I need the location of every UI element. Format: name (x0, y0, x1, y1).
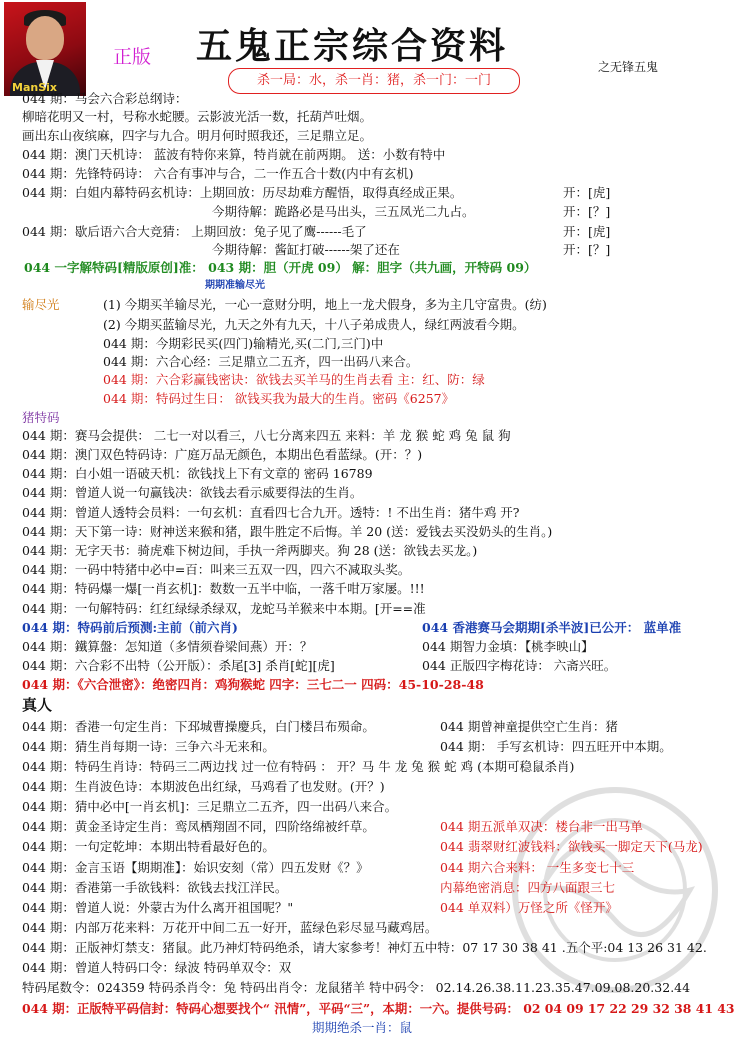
text-line: 044 期：金言玉语【期期准】：始识安刻（常）四五发财《？》 (22, 860, 369, 875)
text-line: 开：[？] (563, 242, 611, 257)
text-line: 044 期：鐵算盤：怎知道（多情须眷梁间燕）开：？ (22, 639, 313, 654)
text-line: 画出东山夜缤麻，四字与九合。明月何时照我还，三足鼎立足。 (22, 128, 373, 143)
text-line: 044 期：特码生肖诗：特码三二两边找 过一位有特码 ： 开？马 牛 龙 兔 猴 蛇 鸡 (本期可稳鼠杀肖) (22, 759, 575, 774)
text-line: 044 期：天下第一诗：财神送来猴和猪，跟牛胜定不后悔。羊 20 (送：爱钱去买没奶头的生肖。) (22, 524, 553, 539)
text-line: 044 期：猜生肖每期一诗：三争六斗无来和。 (22, 739, 275, 754)
avatar (4, 2, 86, 96)
text-line: 044 期：生肖波色诗：本期波色出红绿，马鸡看了也发财。(开？) (22, 779, 385, 794)
page-title: 五鬼正宗综合资料 (196, 25, 509, 67)
text-line: 044 期：猜中必中[一肖玄机]：三足鼎立二五齐，四一出码八来合。 (22, 799, 398, 814)
text-line: 044 期：澳门天机诗： 蓝波有特你来算，特肖就在前两期。 送：小数有特中 (22, 147, 446, 162)
text-line: 044 期：香港第一手欲钱料：欲钱去找江洋民。 (22, 880, 288, 895)
text-line: 044 期：先锋特码诗： 六合有事冲与合，二一作五合十数(内中有玄机) (22, 166, 414, 181)
text-line: 044 期：曾道人透特会员料：一句玄机：直看四七合九开。透特：! 不出生肖：猪牛鸡 开? (22, 505, 520, 520)
text-line: 044 期：一句定乾坤：本期出特看最好色的。 (22, 839, 275, 854)
text-line: 044 期：特码爆一爆[一肖玄机]：数数一五半中临，一落千咁万家屡。!!! (22, 581, 425, 596)
text-line: 044 期：歇后语六合大竞猜： 上期回放：兔子见了鹰------毛了 (22, 224, 367, 239)
text-line: 044 期曾神童提供空亡生肖：猪 (440, 719, 618, 734)
text-line: 真人 (22, 696, 53, 714)
text-line: 044 翡翠财红波钱料：欲钱买一脚定天下(马龙) (440, 839, 703, 854)
text-line: 044 期：正版特平码信封：特码心想要找个“ 汛情”，平码“三”，本期：一六。提供号码： 02 04 09 17 22 29 32 38 41 43 (22, 1001, 735, 1016)
avatar-caption: ManSix (12, 81, 57, 94)
text-line: 044 单双料）万怪之所《怪开》 (440, 900, 618, 915)
text-line: 044 期：曾道人说：外蒙古为什么离开祖国呢？" (22, 900, 294, 915)
text-line: 今期待解：酱缸打破------架了还在 (212, 242, 400, 257)
text-line: 044 期：特码过生日： 欲钱买我为最大的生肖。密码《6257》 (103, 391, 455, 406)
text-line: 044 期：曾道人特码口令：绿波 特码单双令：双 (22, 960, 292, 975)
text-line: 044 期： 手写玄机诗：四五旺开中本期。 (440, 739, 672, 754)
text-line: 044 期：一码中特猪中必中=百：叫来三五双一四，四六不减取头奖。 (22, 562, 411, 577)
text-line: 044 期：香港一句定生肖：下邳城曹操慶兵，白门楼吕布殒命。 (22, 719, 375, 734)
text-line: 特码尾数令：024359 特码杀肖令：兔 特码出肖令：龙鼠猪羊 特中码令： 02.14.26.38.11.23.35.47.09.08.20.32.44 (22, 980, 691, 995)
text-line: 开：[虎] (563, 224, 611, 239)
text-line: 044 香港赛马会期期[杀半波]已公开： 蓝单准 (422, 620, 682, 635)
kill-banner: 杀一局：水，杀一肖：猪，杀一门：一门 (228, 68, 520, 94)
text-line: 044 期：无字天书：骑虎难下树边间，手执一斧两脚夹。狗 28 (送：欲钱去买龙。) (22, 543, 478, 558)
text-line: 猪特码 (22, 410, 60, 425)
version-label: 正版 (113, 46, 152, 68)
page-subtitle: 之无锋五鬼 (598, 60, 659, 74)
text-line: (2) 今期买蓝输尽光，九天之外有九天，十八子弟成贵人，绿红两波看今期。 (103, 317, 525, 332)
text-line: 044 期六合来料： 一生多变七十三 (440, 860, 635, 875)
text-line: 开：[？] (563, 204, 611, 219)
text-line: 044 正版四字梅花诗： 六斋兴旺。 (422, 658, 617, 673)
text-line: 044 期：正版神灯禁支：猪鼠。此乃神灯特码绝杀，请大家参考！神灯五中特：07 17 30 38 41 .五个平:04 13 26 31 42. (22, 940, 707, 955)
text-line: 输尽光 (22, 297, 60, 312)
text-line: 今期待解：跪路必是马出头，三五凤光二九占。 (212, 204, 475, 219)
text-line: 044 一字解特码[精版原创]准： 043 期：胆（开虎 09） 解：胆字（共九画，开特码 09） (24, 260, 537, 275)
text-line: 044 期五派单双决：楼台非一出马单 (440, 819, 643, 834)
text-line: 044 期：黄金圣诗定生肖：鸾凤栖翔固不同，四阶络绵被纤草。 (22, 819, 375, 834)
text-line: 开：[虎] (563, 185, 611, 200)
text-line: 044 期：六合彩赢钱密诀：欲钱去买羊马的生肖去看 主：红、防：绿 (103, 372, 485, 387)
text-line: 044 期：六合彩不出特（公开版）：杀尾[3] 杀肖[蛇][虎] (22, 658, 335, 673)
text-line: 内幕绝密消息：四方八面跟三七 (440, 880, 616, 895)
text-line: 044 期：澳门双色特码诗：广庭万品无颜色，本期出色看蓝绿。(开：？) (22, 447, 423, 462)
text-line: 期期准输尽光 (205, 280, 265, 291)
text-line: 044 期：《六合泄密》：绝密四肖：鸡狗猴蛇 四字：三七二一 四码：45-10-28-48 (22, 677, 484, 692)
text-line: 044 期：赛马会提供： 二七一对以看三，八七分离来四五 来料：羊 龙 猴 蛇 鸡 兔 鼠 狗 (22, 428, 511, 443)
text-line: 044 期：一句解特码：红红绿绿杀绿双，龙蛇马羊猴来中本期。[开==准 (22, 601, 426, 616)
text-line: 期期绝杀一肖：鼠 (312, 1020, 413, 1035)
text-line: 044 期：白姐内幕特码玄机诗：上期回放：历尽劫难方醒悟，取得真经成正果。 (22, 185, 463, 200)
text-line: 044 期：白小姐一语破天机：欲钱找上下有文章的 密码 16789 (22, 466, 373, 481)
text-line: 044 期：特码前后预测:主前（前六肖) (22, 620, 238, 635)
text-line: 044 期：马会六合彩总纲诗： (22, 91, 188, 106)
text-line: 044 期智力金填：【桃李映山】 (422, 639, 594, 654)
text-line: 044 期：内部万花来料：万花开中间二五一好开，蓝绿色彩尽显马藏鸡居。 (22, 920, 438, 935)
text-line: (1) 今期买羊输尽光，一心一意财分明，地上一龙犬假身，多为主几守富贵。(纺) (103, 297, 547, 312)
text-line: 044 期：今期彩民买(四门)输精光,买(二门,三门)中 (103, 336, 384, 351)
avatar-face (26, 16, 64, 60)
text-line: 044 期：曾道人说一句赢钱决：欲钱去看示威要得法的生肖。 (22, 485, 363, 500)
text-line: 柳暗花明又一村，号称水蛇腰。云影波光活一数，托葫芦吐烟。 (22, 109, 373, 124)
text-line: 044 期：六合心经：三足鼎立二五齐，四一出码八来合。 (103, 354, 419, 369)
